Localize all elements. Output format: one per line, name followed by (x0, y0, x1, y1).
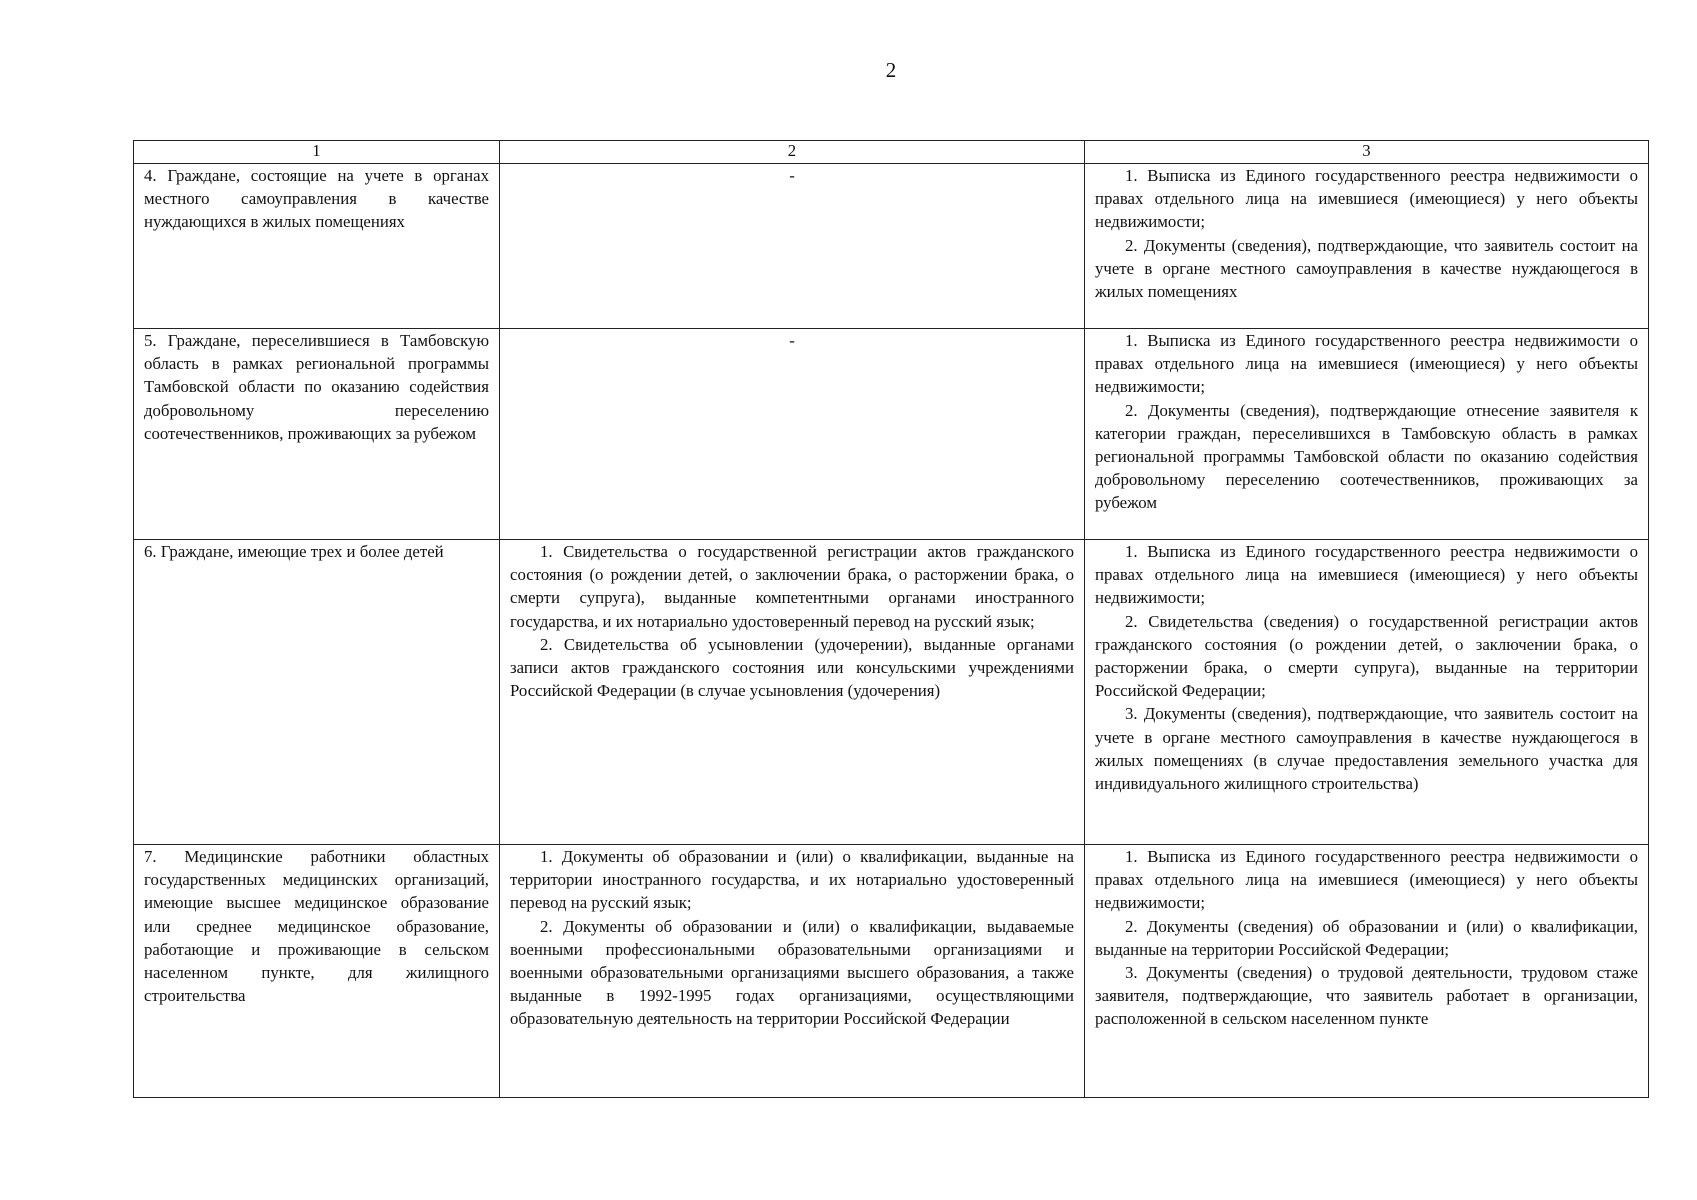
table-row (134, 329, 1649, 540)
foreign-documents-cell (500, 329, 1085, 540)
page-number: 2 (885, 58, 897, 82)
table-header-col-2: 2 (500, 141, 1085, 164)
document-item: 2. Документы (сведения), подтверждающие отнесение заявителя к категории граждан, переселившихся в Тамбовскую область в рамках региональной программы Тамбовской области по оказанию содействия добровольному переселению соотечественников, проживающих за рубежом (1095, 400, 1638, 513)
document-item: 2. Документы (сведения) об образовании и (или) о квалификации, выданные на территории Российской Федерации; (1095, 916, 1638, 959)
category-text: 6. Граждане, имеющие трех и более детей (144, 542, 444, 561)
document-item: 1. Выписка из Единого государственного реестра недвижимости о правах отдельного лица на имевшиеся (имеющиеся) у него объекты недвижимости; (1095, 331, 1638, 397)
document-item: 1. Свидетельства о государственной регистрации актов гражданского состояния (о рождении детей, о заключении брака, о расторжении брака, о смерти супруга), выданные компетентными органами иностранного государства, и их нотариально удостоверенный перевод на русский язык; (510, 542, 1074, 631)
category-text: 7. Медицинские работники областных государственных медицинских организаций, имеющие высшее медицинское образование или среднее медицинское образование, работающие и проживающие в сельском населенном пункте, для жилищного строительства (144, 847, 489, 1006)
category-text: 5. Граждане, переселившиеся в Тамбовскую область в рамках региональной программы Тамбовской области по оказанию содействия добровольному переселению соотечественников, проживающих за рубежом (144, 331, 489, 443)
document-item: 1. Документы об образовании и (или) о квалификации, выданные на территории иностранного государства, и их нотариально удостоверенный перевод на русский язык; (510, 847, 1074, 913)
document-item: 1. Выписка из Единого государственного реестра недвижимости о правах отдельного лица на имевшиеся (имеющиеся) у него объекты недвижимости; (1095, 166, 1638, 232)
category-cell (134, 164, 500, 329)
empty-dash: - (789, 166, 795, 185)
foreign-documents-cell (500, 164, 1085, 329)
table-header-col-3: 3 (1085, 141, 1649, 164)
requirements-table (133, 140, 1649, 1098)
russian-documents-cell (1085, 164, 1649, 329)
foreign-documents-cell (500, 540, 1085, 845)
table-row (134, 164, 1649, 329)
category-cell (134, 329, 500, 540)
document-item: 2. Документы об образовании и (или) о квалификации, выдаваемые военными профессиональными образовательными организациями и военными образовательными организациями высшего образования, а также выданные в 1992-1995 годах организациями, осуществляющими образовательную деятельность на территории Российской Федерации (510, 916, 1074, 1029)
document-item: 3. Документы (сведения) о трудовой деятельности, трудовом стаже заявителя, подтверждающие, что заявитель работает в организации, расположенной в сельском населенном пункте (1095, 963, 1638, 1029)
document-item: 2. Документы (сведения), подтверждающие, что заявитель состоит на учете в органе местного самоуправления в качестве нуждающегося в жилых помещениях (1095, 235, 1638, 302)
russian-documents-cell (1085, 845, 1649, 1098)
russian-documents-cell (1085, 329, 1649, 540)
table-header-col-1: 1 (134, 141, 500, 164)
russian-documents-cell (1085, 540, 1649, 845)
table-row (134, 845, 1649, 1098)
document-item: 3. Документы (сведения), подтверждающие, что заявитель состоит на учете в органе местного самоуправления в качестве нуждающегося в жилых помещениях (в случае предоставления земельного участка для индивидуального жилищного строительства) (1095, 704, 1638, 794)
table-row (134, 540, 1649, 845)
document-item: 1. Выписка из Единого государственного реестра недвижимости о правах отдельного лица на имевшиеся (имеющиеся) у него объекты недвижимости; (1095, 847, 1638, 913)
document-item: 1. Выписка из Единого государственного реестра недвижимости о правах отдельного лица на имевшиеся (имеющиеся) у него объекты недвижимости; (1095, 542, 1638, 608)
table-header-row (134, 141, 1649, 164)
category-cell (134, 845, 500, 1098)
document-item: 2. Свидетельства об усыновлении (удочерении), выданные органами записи актов гражданского состояния или консульскими учреждениями Российской Федерации (в случае усыновления (удочерения) (510, 634, 1074, 701)
document-item: 2. Свидетельства (сведения) о государственной регистрации актов гражданского состояния (о рождении детей, о заключении брака, о расторжении брака, о смерти супруга), выданные на территории Российской Федерации; (1095, 611, 1638, 701)
category-cell (134, 540, 500, 845)
empty-dash: - (789, 331, 795, 350)
foreign-documents-cell (500, 845, 1085, 1098)
category-text: 4. Граждане, состоящие на учете в органах местного самоуправления в качестве нуждающихся в жилых помещениях (144, 166, 489, 232)
